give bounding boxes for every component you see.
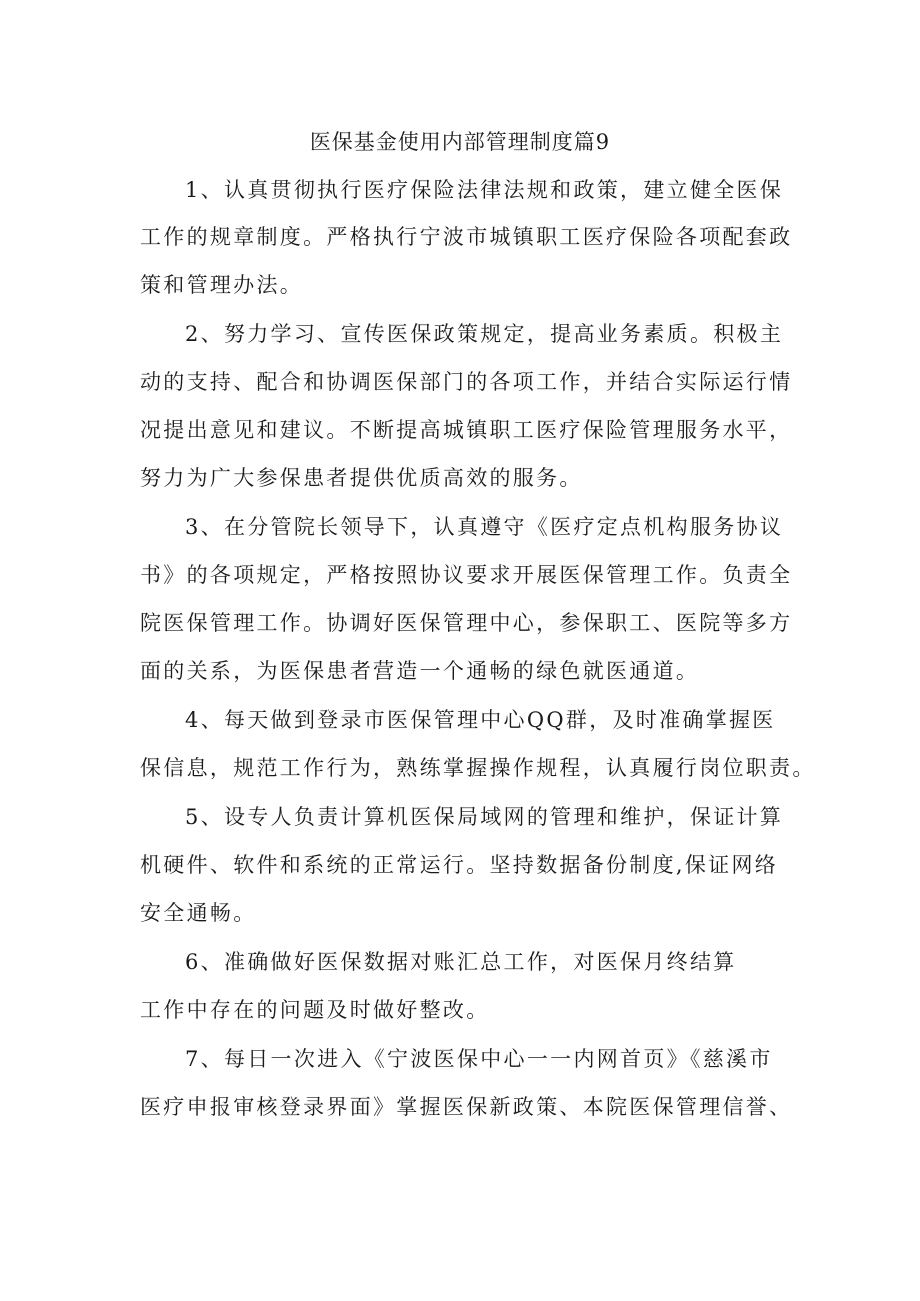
paragraph-1-line-3: 策和管理办法。 xyxy=(140,273,304,297)
paragraph-2-line-3: 况提出意见和建议。不断提高城镇职工医疗保险管理服务水平， xyxy=(140,418,793,442)
paragraph-6-line-1: 6、准确做好医保数据对账汇总工作，对医保月终结算 xyxy=(185,950,737,974)
paragraph-3-line-1: 3、在分管院长领导下，认真遵守《医疗定点机构服务协议 xyxy=(185,515,784,539)
paragraph-4-line-1: 4、每天做到登录市医保管理中心QQ群，及时准确掌握医 xyxy=(185,708,776,732)
paragraph-5-line-1: 5、设专人负责计算机医保局域网的管理和维护，保证计算 xyxy=(185,805,784,829)
paragraph-6-line-2: 工作中存在的问题及时做好整改。 xyxy=(140,998,490,1022)
paragraph-3-line-2: 书》的各项规定，严格按照协议要求开展医保管理工作。负责全 xyxy=(140,563,793,587)
paragraph-5-line-2: 机硬件、软件和系统的正常运行。坚持数据备份制度,保证网络 xyxy=(140,853,779,877)
paragraph-7-line-2: 医疗申报审核登录界面》掌握医保新政策、本院医保管理信誉、 xyxy=(140,1095,793,1119)
paragraph-3-line-4: 面的关系，为医保患者营造一个通畅的绿色就医通道。 xyxy=(140,659,700,683)
paragraph-1-line-2: 工作的规章制度。严格执行宁波市城镇职工医疗保险各项配套政 xyxy=(140,225,793,249)
paragraph-5-line-3: 安全通畅。 xyxy=(140,901,257,925)
paragraph-2-line-4: 努力为广大参保患者提供优质高效的服务。 xyxy=(140,466,583,490)
paragraph-3-line-3: 院医保管理工作。协调好医保管理中心，参保职工、医院等多方 xyxy=(140,611,793,635)
paragraph-1-line-1: 1、认真贯彻执行医疗保险法律法规和政策，建立健全医保 xyxy=(185,178,784,202)
document-title: 医保基金使用内部管理制度篇9 xyxy=(309,130,611,154)
paragraph-4-line-2: 保信息，规范工作行为，熟练掌握操作规程，认真履行岗位职责。 xyxy=(140,756,816,780)
paragraph-7-line-1: 7、每日一次进入《宁波医保中心一一内网首页》《慈溪市 xyxy=(185,1047,773,1071)
paragraph-2-line-2: 动的支持、配合和协调医保部门的各项工作，并结合实际运行情 xyxy=(140,370,793,394)
paragraph-2-line-1: 2、努力学习、宣传医保政策规定，提高业务素质。积极主 xyxy=(185,322,784,346)
